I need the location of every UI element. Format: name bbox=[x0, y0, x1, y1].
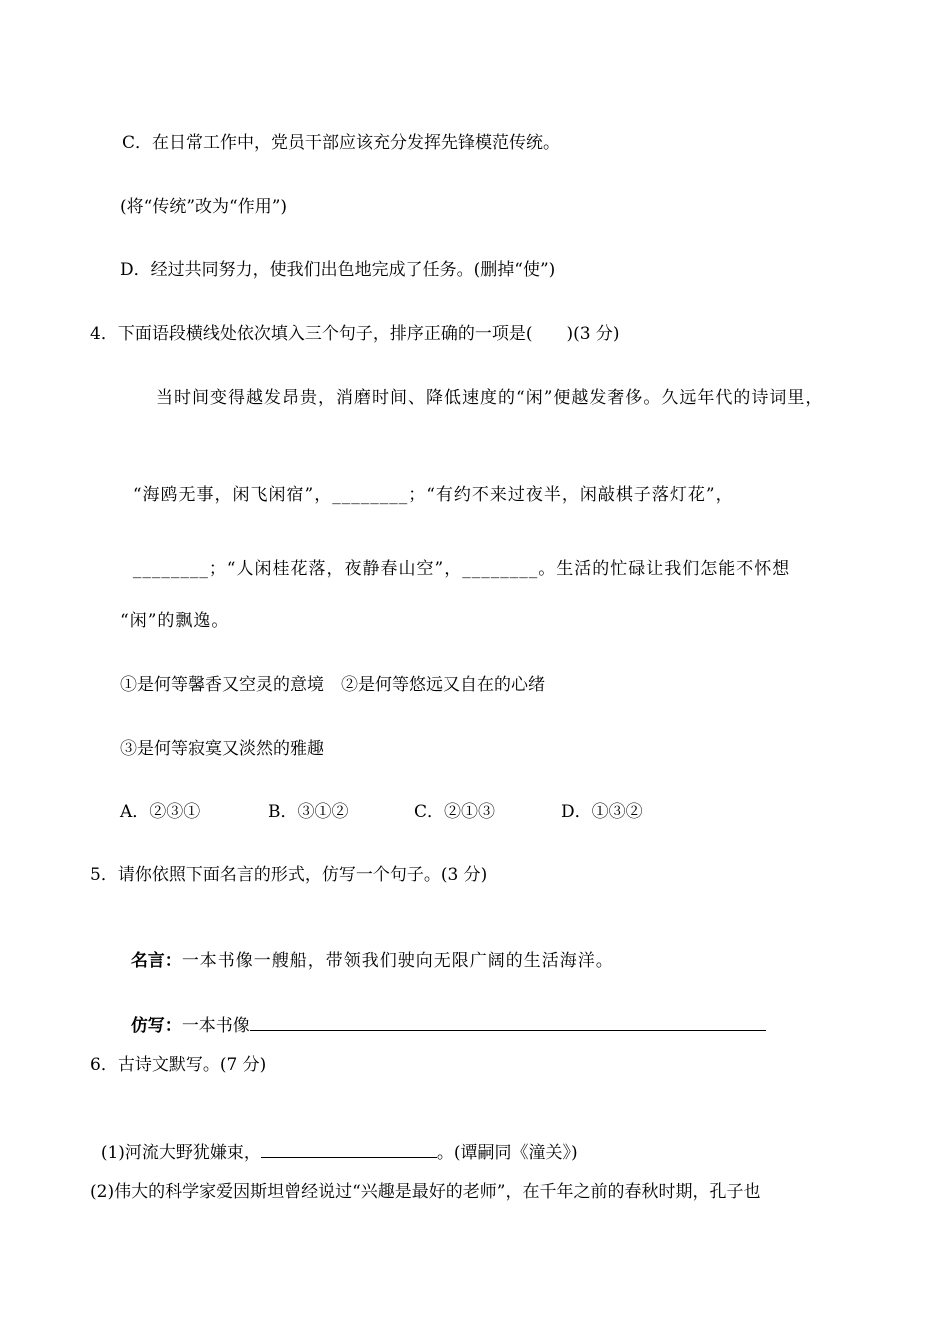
q6-stem: 6．古诗文默写。(7 分) bbox=[90, 1055, 267, 1075]
q4-passage-line-2b: ；“有约不来过夜半，闲敲棋子落灯花”， bbox=[408, 485, 734, 505]
q4-answer-c: C．②①③ bbox=[414, 802, 496, 822]
q6-item-1-text: (1)河流大野犹嫌束， bbox=[100, 1143, 261, 1163]
q5-stem: 5．请你依照下面名言的形式，仿写一个句子。(3 分) bbox=[90, 865, 488, 885]
q4-choice-1-2: ①是何等馨香又空灵的意境 ②是何等悠远又自在的心绪 bbox=[120, 675, 545, 695]
q4-stem: 4．下面语段横线处依次填入三个句子，排序正确的一项是( )(3 分) bbox=[90, 324, 620, 344]
q4-blank-2: ________ bbox=[132, 559, 209, 579]
q3-option-d: D．经过共同努力，使我们出色地完成了任务。(删掉“使”) bbox=[120, 260, 556, 280]
q4-passage-line-2 bbox=[120, 462, 734, 506]
q6-item-1-source: 。(谭嗣同《潼关》) bbox=[436, 1143, 578, 1163]
q3-option-c: C．在日常工作中，党员干部应该充分发挥先锋模范传统。 bbox=[122, 133, 561, 153]
q5-quote-text: 一本书像一艘船，带领我们驶向无限广阔的生活海洋。 bbox=[181, 951, 614, 971]
q5-imitate bbox=[120, 991, 766, 1037]
q4-passage-line-3b: 。生活的忙碌让我们怎能不怀想 bbox=[538, 559, 791, 579]
q4-choice-3: ③是何等寂寞又淡然的雅趣 bbox=[120, 739, 324, 759]
q6-item-1 bbox=[90, 1118, 578, 1164]
q5-answer-line[interactable] bbox=[250, 1013, 766, 1031]
q5-imitate-text: 一本书像 bbox=[181, 1016, 250, 1036]
q4-passage-line-2a: “海鸥无事，闲飞闲宿”， bbox=[132, 485, 333, 505]
q6-item-2: (2)伟大的科学家爱因斯坦曾经说过“兴趣是最好的老师”，在千年之前的春秋时期，孔子也 bbox=[90, 1182, 761, 1202]
q5-imitate-label: 仿写： bbox=[130, 1016, 182, 1036]
q4-blank-1: ________ bbox=[332, 485, 409, 505]
q5-quote bbox=[120, 928, 614, 972]
q3-option-c-note: (将“传统”改为“作用”) bbox=[120, 197, 288, 217]
q4-answer-a: A．②③① bbox=[120, 802, 201, 822]
q6-item-1-blank[interactable] bbox=[261, 1140, 437, 1158]
q4-answer-b: B．③①② bbox=[268, 802, 349, 822]
q4-passage-line-1: 当时间变得越发昂贵，消磨时间、降低速度的“闲”便越发奢侈。久远年代的诗词里， bbox=[156, 388, 824, 408]
q5-quote-label: 名言： bbox=[130, 951, 182, 971]
q4-passage-line-3a: ；“人闲桂花落，夜静春山空”， bbox=[208, 559, 463, 579]
q4-blank-3: ________ bbox=[462, 559, 539, 579]
q4-passage-line-3 bbox=[120, 536, 790, 580]
q4-answer-d: D．①③② bbox=[561, 802, 643, 822]
q4-passage-line-4: “闲”的飘逸。 bbox=[120, 611, 230, 631]
